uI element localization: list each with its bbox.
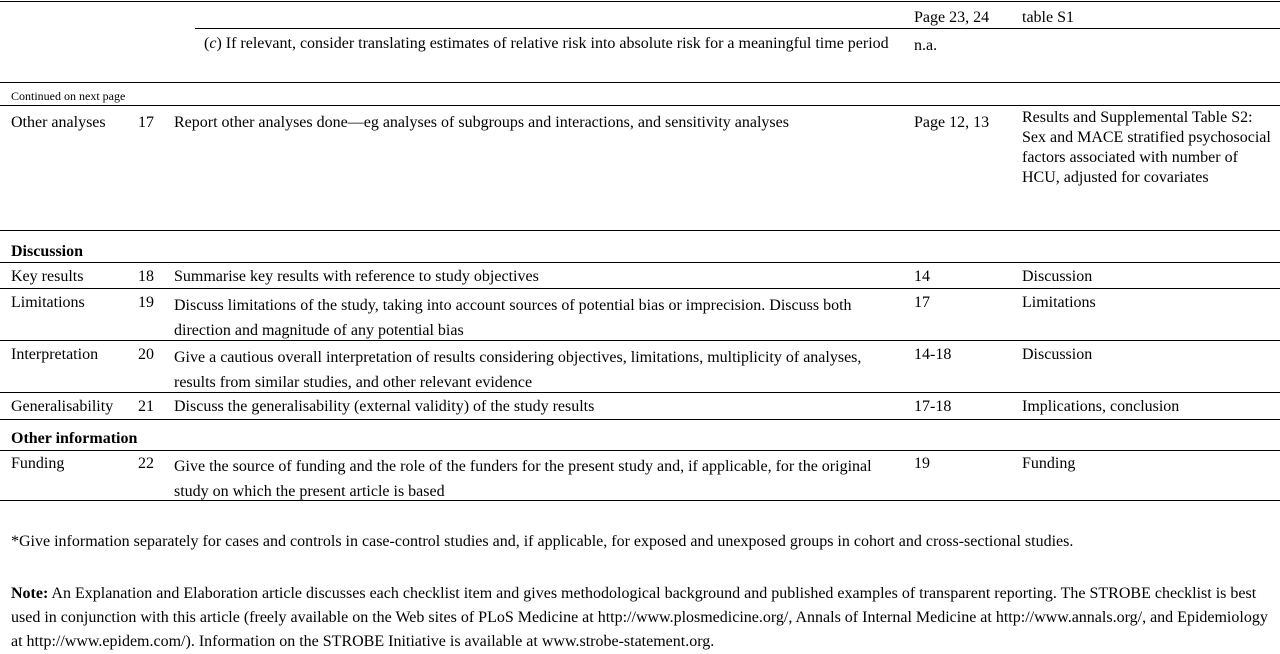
- item-description: Discuss the generalisability (external validity) of the study results: [174, 398, 595, 415]
- item-label: Key results: [11, 268, 84, 285]
- note-text: An Explanation and Elaboration article discusses each checklist item and gives methodological background and published examples of transparent reporting. The STROBE checklist is best used in conjunction with this article (freely available on the Web sites of PLoS Medicine at http://www.plosmedicine.org/, Annals of Internal Medicine at http://www.annals.org/, and Epidemiology at http://www.epidem.com/). Information on the STROBE Initiative is available at www.strobe-statement.org.: [11, 585, 1268, 650]
- item-label: Interpretation: [11, 346, 99, 363]
- item-number: 17: [138, 114, 154, 131]
- page-ref: 14-18: [914, 346, 952, 363]
- item-number: 20: [138, 346, 154, 363]
- item-number: 19: [138, 294, 154, 311]
- item-label: Funding: [11, 455, 65, 472]
- footnote: *Give information separately for cases and controls in case-control studies and, if applicable, for exposed and unexposed groups in cohort and cross-sectional studies.: [11, 533, 1074, 550]
- rule-after-discussion-heading: [0, 262, 1280, 263]
- item-label: Limitations: [11, 294, 85, 311]
- item-description: Discuss limitations of the study, taking into account sources of potential bias or imprecision. Discuss both direction and magnitude of any potential bias: [174, 297, 852, 339]
- location-ref: Limitations: [1022, 294, 1096, 311]
- note-paragraph: [11, 582, 1273, 654]
- item-number: 22: [138, 455, 154, 472]
- rule-after-other-info-heading: [0, 450, 1280, 451]
- item-description: Summarise key results with reference to study objectives: [174, 268, 539, 285]
- item-description: (c) If relevant, consider translating estimates of relative risk into absolute risk for a meaningful time period: [204, 35, 889, 52]
- rule-after-key-results: [0, 288, 1280, 289]
- location-ref: Discussion: [1022, 346, 1093, 363]
- location-ref: Discussion: [1022, 268, 1093, 285]
- page-ref: n.a.: [914, 37, 938, 54]
- item-number: 18: [138, 268, 154, 285]
- item-description: Give a cautious overall interpretation of results considering objectives, limitations, multiplicity of analyses, results from similar studies, and other relevant evidence: [174, 349, 862, 391]
- rule-after-other-analyses: [0, 230, 1280, 231]
- page-ref: Page 12, 13: [914, 114, 990, 131]
- rule-after-generalisability: [0, 419, 1280, 420]
- rule-end-table-part1: [0, 82, 1280, 83]
- item-description: Give the source of funding and the role of the funders for the present study and, if applicable, for the original study on which the present article is based: [174, 458, 872, 500]
- location-ref: Funding: [1022, 455, 1076, 472]
- item-label: Other analyses: [11, 114, 106, 131]
- rule-top: [0, 1, 1280, 2]
- page-ref: Page 23, 24: [914, 9, 990, 26]
- continued-note: Continued on next page: [11, 89, 126, 103]
- location-ref: Implications, conclusion: [1022, 398, 1180, 415]
- section-heading-other-information: Other information: [11, 430, 138, 447]
- location-ref: table S1: [1022, 9, 1074, 26]
- page-ref: 17: [914, 294, 930, 311]
- item-description: Report other analyses done—eg analyses of subgroups and interactions, and sensitivity analyses: [174, 114, 789, 131]
- rule-subrow: [195, 28, 1280, 29]
- item-label: Generalisability: [11, 398, 114, 415]
- page-ref: 17-18: [914, 398, 952, 415]
- rule-continued: [0, 105, 1280, 106]
- note-label: Note:: [11, 585, 49, 602]
- item-description-text: ) If relevant, consider translating estimates of relative risk into absolute risk for a meaningful time period: [216, 35, 889, 52]
- location-ref: Results and Supplemental Table S2: Sex and MACE stratified psychosocial factors associated with number of HCU, adjusted for covariates: [1022, 109, 1271, 186]
- section-heading-discussion: Discussion: [11, 243, 84, 260]
- page-ref: 19: [914, 455, 930, 472]
- page-ref: 14: [914, 268, 930, 285]
- item-marker: c: [209, 35, 217, 52]
- item-number: 21: [138, 398, 154, 415]
